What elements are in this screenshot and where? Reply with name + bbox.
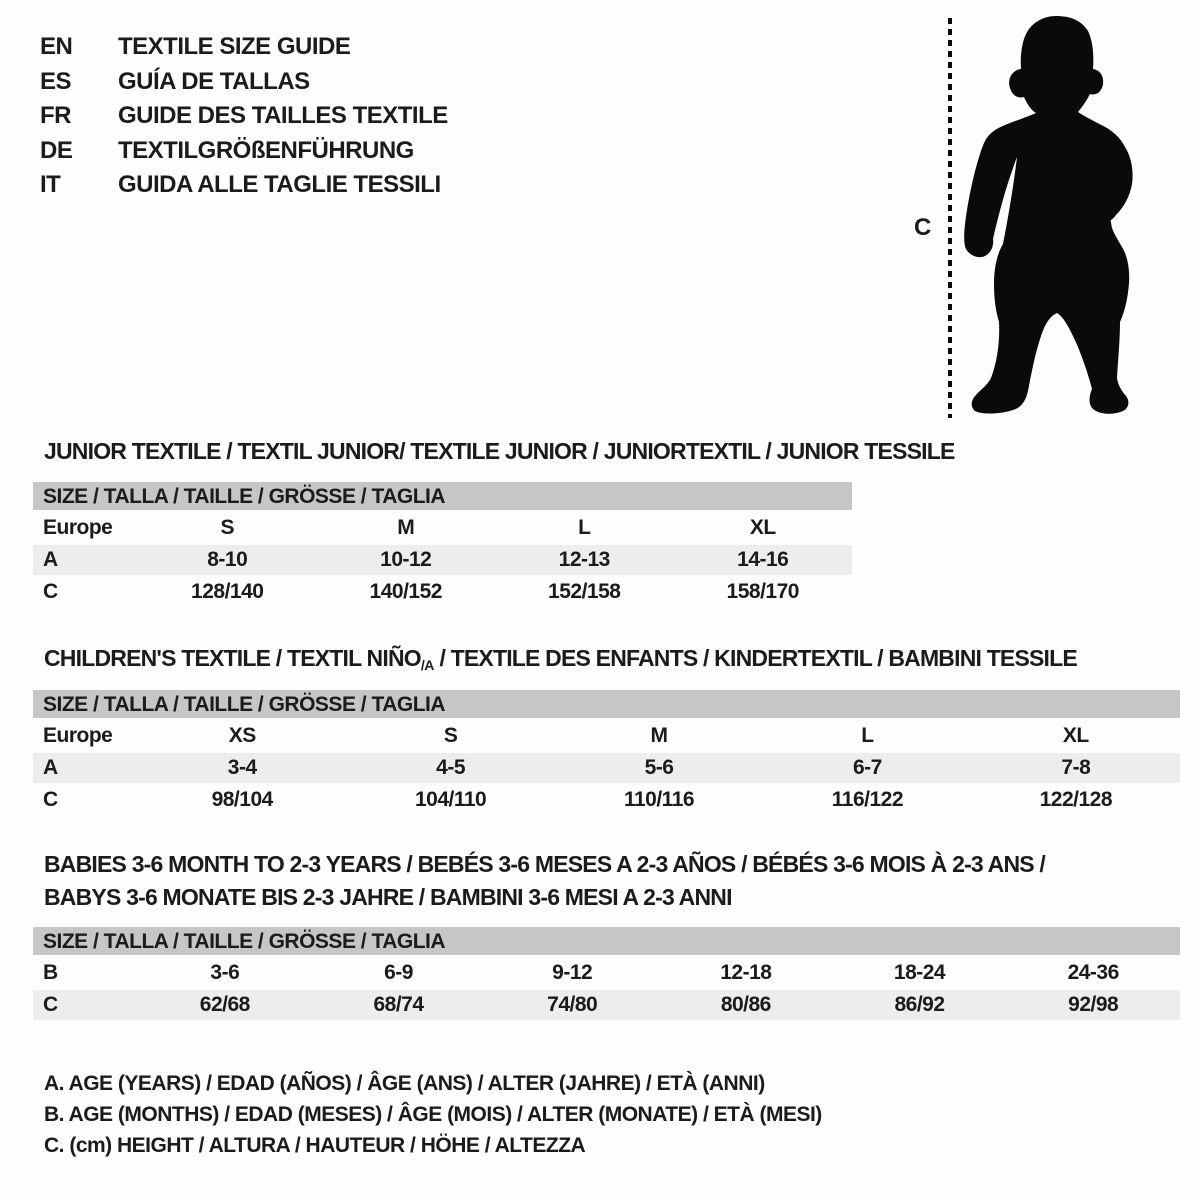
size-value-cell: 6-7	[852, 756, 882, 779]
language-code: EN	[40, 33, 73, 61]
children-section-title	[44, 645, 1077, 673]
size-value-cell: XS	[228, 724, 256, 747]
row-label-cell: Europe	[43, 724, 113, 747]
babies-section-title-line1: BABIES 3-6 MONTH TO 2-3 YEARS / BEBÉS 3-6 MESES A 2-3 AÑOS / BÉBÉS 3-6 MOIS À 2-3 ANS /	[44, 851, 1046, 877]
size-value-cell: 12-13	[558, 548, 610, 571]
size-value-cell: 86/92	[894, 993, 945, 1016]
language-code: IT	[40, 171, 61, 199]
language-label: TEXTILGRÖßENFÜHRUNG	[118, 136, 414, 164]
babies-size-table	[33, 927, 1180, 1022]
size-value-cell: 140/152	[369, 580, 442, 603]
junior-size-table	[33, 482, 852, 609]
table-row	[33, 785, 1180, 815]
language-code: ES	[40, 67, 72, 95]
table-row	[33, 545, 852, 575]
size-value-cell: 98/104	[211, 788, 273, 811]
table-row	[33, 753, 1180, 783]
size-value-cell: 104/110	[414, 788, 487, 811]
size-value-cell: 3-6	[210, 961, 240, 984]
size-value-cell: XL	[749, 516, 776, 539]
row-label-cell: C	[43, 993, 58, 1016]
size-value-cell: 68/74	[373, 993, 424, 1016]
row-label-cell: C	[43, 788, 58, 811]
size-value-cell: L	[578, 516, 591, 539]
size-value-cell: 158/170	[726, 580, 799, 603]
row-label-cell: B	[43, 961, 58, 984]
size-header-bar: SIZE / TALLA / TAILLE / GRÖSSE / TAGLIA	[33, 482, 852, 510]
table-row	[33, 958, 1180, 988]
size-value-cell: 9-12	[552, 961, 593, 984]
table-row	[33, 577, 852, 607]
table-row	[33, 721, 1180, 751]
row-label-cell: C	[43, 580, 58, 603]
language-row	[40, 99, 448, 134]
size-value-cell: 80/86	[720, 993, 771, 1016]
size-value-cell: 92/98	[1068, 993, 1119, 1016]
language-title-block	[40, 30, 448, 203]
size-value-cell: 12-18	[720, 961, 772, 984]
size-header-bar: SIZE / TALLA / TAILLE / GRÖSSE / TAGLIA	[33, 690, 1180, 718]
row-label-cell: A	[43, 756, 58, 779]
size-value-cell: 14-16	[737, 548, 789, 571]
row-label-cell: A	[43, 548, 58, 571]
junior-section-title-text: JUNIOR TEXTILE / TEXTIL JUNIOR/ TEXTILE JUNIOR / JUNIORTEXTIL / JUNIOR TESSILE	[44, 438, 955, 464]
children-section-title-subscript: /A	[420, 657, 434, 673]
language-row	[40, 168, 448, 203]
table-row	[33, 513, 852, 543]
toddler-figure	[900, 0, 1200, 430]
language-code: FR	[40, 102, 71, 130]
size-header-bar: SIZE / TALLA / TAILLE / GRÖSSE / TAGLIA	[33, 927, 1180, 955]
junior-section-title	[44, 438, 955, 465]
size-value-cell: 116/122	[831, 788, 904, 811]
size-value-cell: 110/116	[623, 788, 695, 811]
size-value-cell: 18-24	[893, 961, 946, 984]
children-section-title-post: / TEXTILE DES ENFANTS / KINDERTEXTIL / BAMBINI TESSILE	[433, 645, 1077, 671]
size-value-cell: L	[861, 724, 874, 747]
row-label-cell: Europe	[43, 516, 113, 539]
size-value-cell: 128/140	[191, 580, 264, 603]
size-value-cell: S	[443, 724, 458, 747]
legend-line-a: A. AGE (YEARS) / EDAD (AÑOS) / ÂGE (ANS) / ALTER (JAHRE) / ETÀ (ANNI)	[44, 1072, 765, 1095]
language-label: GUIDA ALLE TAGLIE TESSILI	[118, 171, 441, 199]
table-row	[33, 990, 1180, 1020]
height-measure-label: C	[914, 214, 932, 241]
size-value-cell: 6-9	[384, 961, 413, 984]
size-value-cell: 122/128	[1039, 788, 1113, 811]
legend-line-b: B. AGE (MONTHS) / EDAD (MESES) / ÂGE (MOIS) / ALTER (MONATE) / ETÀ (MESI)	[44, 1103, 822, 1126]
size-value-cell: 152/158	[548, 580, 621, 603]
language-label: GUÍA DE TALLAS	[118, 67, 310, 95]
size-value-cell: 3-4	[227, 756, 257, 779]
size-value-cell: M	[650, 724, 668, 747]
size-value-cell: XL	[1062, 724, 1089, 747]
language-row	[40, 134, 448, 169]
size-value-cell: 8-10	[207, 548, 248, 571]
size-value-cell: M	[397, 516, 415, 539]
toddler-silhouette-icon	[964, 16, 1132, 414]
size-value-cell: 10-12	[380, 548, 432, 571]
size-value-cell: 5-6	[644, 756, 674, 779]
language-row	[40, 30, 448, 65]
children-section-title-pre: CHILDREN'S TEXTILE / TEXTIL NIÑO	[44, 645, 421, 671]
size-value-cell: S	[220, 516, 234, 539]
language-row	[40, 65, 448, 100]
language-label: TEXTILE SIZE GUIDE	[118, 33, 351, 61]
measurement-legend	[44, 1068, 822, 1161]
size-value-cell: 7-8	[1061, 756, 1091, 779]
babies-section-title-line2: BABYS 3-6 MONATE BIS 2-3 JAHRE / BAMBINI 3-6 MESI A 2-3 ANNI	[44, 884, 732, 910]
size-value-cell: 74/80	[547, 993, 598, 1016]
language-label: GUIDE DES TAILLES TEXTILE	[118, 102, 448, 130]
children-size-table	[33, 690, 1180, 817]
size-value-cell: 4-5	[436, 756, 466, 779]
legend-line-c: C. (cm) HEIGHT / ALTURA / HAUTEUR / HÖHE / ALTEZZA	[44, 1134, 586, 1157]
size-value-cell: 24-36	[1067, 961, 1119, 984]
size-value-cell: 62/68	[199, 993, 250, 1016]
language-code: DE	[40, 136, 73, 164]
